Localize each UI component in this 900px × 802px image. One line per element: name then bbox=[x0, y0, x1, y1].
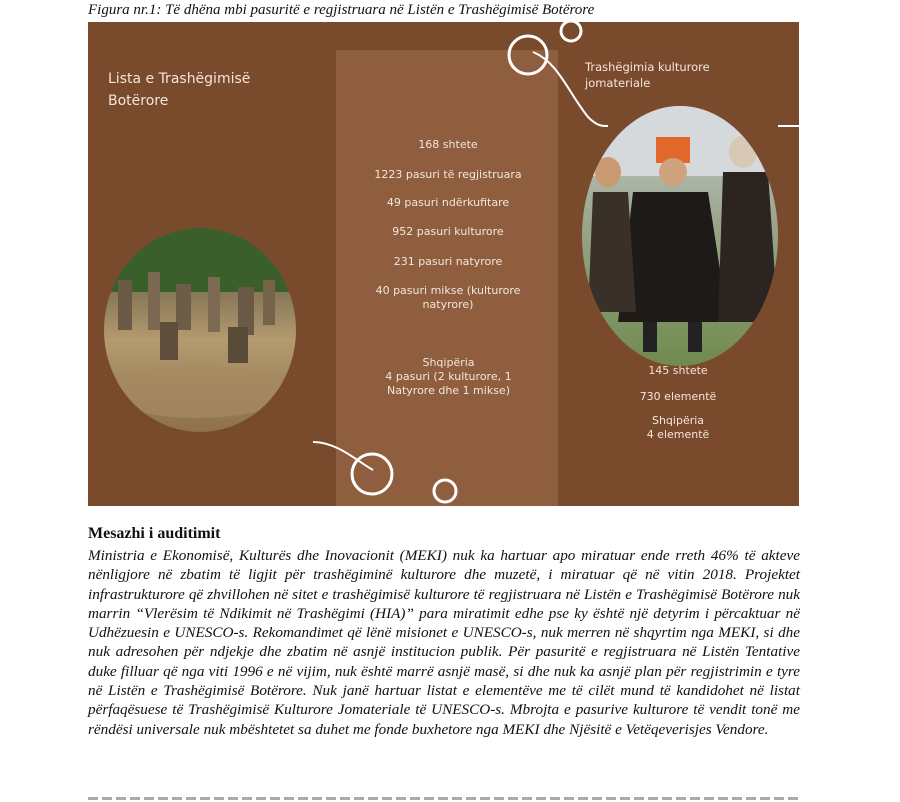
left-title: Lista e Trashëgimisë Botërore bbox=[108, 71, 251, 109]
albania-properties: Shqipëria 4 pasuri (2 kulturore, 1 Natyrore dhe 1 mikse) bbox=[385, 356, 512, 397]
stat-cultural: 952 pasuri kulturore bbox=[392, 225, 504, 238]
stat-states: 168 shtete bbox=[418, 138, 478, 151]
ruins-photo bbox=[98, 222, 308, 437]
next-line-cutoff bbox=[88, 793, 800, 802]
stat-mixed: 40 pasuri mikse (kulturore natyrore) bbox=[375, 284, 521, 311]
ich-elements: 730 elementë bbox=[639, 390, 717, 403]
stat-transboundary: 49 pasuri ndërkufitare bbox=[386, 196, 510, 209]
stat-natural: 231 pasuri natyrore bbox=[393, 255, 503, 268]
costumes-photo bbox=[582, 106, 782, 368]
stat-registered: 1223 pasuri të regjistruara bbox=[374, 168, 522, 181]
figure-caption: Figura nr.1: Të dhëna mbi pasuritë e regjistruara në Listën e Trashëgimisë Botërore bbox=[88, 2, 595, 18]
albania-elements: Shqipëria 4 elementë bbox=[646, 414, 710, 441]
heritage-infographic bbox=[88, 22, 799, 506]
section-heading: Mesazhi i auditimit bbox=[88, 525, 221, 542]
ich-states: 145 shtete bbox=[648, 364, 708, 377]
right-title: Trashëgimia kulturore jomateriale bbox=[585, 60, 710, 90]
audit-message-paragraph: Ministria e Ekonomisë, Kulturës dhe Inovacionit (MEKI) nuk ka hartuar apo miratuar ende rreth 46% të akteve nënligjore në zbatim të ligjit për trashëgiminë kulturore dhe muzetë, i miratuar që në vitin 2018. Projektet infrastrukturore që zhvillohen në sitet e trashëgimisë kulturore të regjistruara në Listën e Trashëgimisë Botërore nuk marrin “Vlerësim të Ndikimit në Trashëgimi (HIA)” para miratimit edhe pse ky është një detyrim i përcaktuar në Udhëzuesin e UNESCO-s. Rekomandimet që lënë misionet e UNESCO-s, nuk merren në shqyrtim nga MEKI, si dhe nuk adresohen për ndjekje dhe zbatim në asnjë institucion publik. Për pasuritë e regjistruara në Listën Tentative duke filluar që nga viti 1996 e në vijim, nuk është marrë asnjë masë, si dhe nuk ka asnjë plan për regjistrimin e tyre në Listën e Trashëgimisë Botërore. Nuk janë hartuar listat e elementëve me të cilët mund të kandidohet në listat përfaqësuese të Trashëgimisë Kulturore Jomateriale të UNESCO-s. Mbrojta e pasurive kulturore të vendit tonë me rëndësi universale nuk mbështetet sa duhet me fonde buxhetore nga MEKI dhe Njësitë e Vetëqeverisjes Vendore. bbox=[88, 547, 800, 738]
